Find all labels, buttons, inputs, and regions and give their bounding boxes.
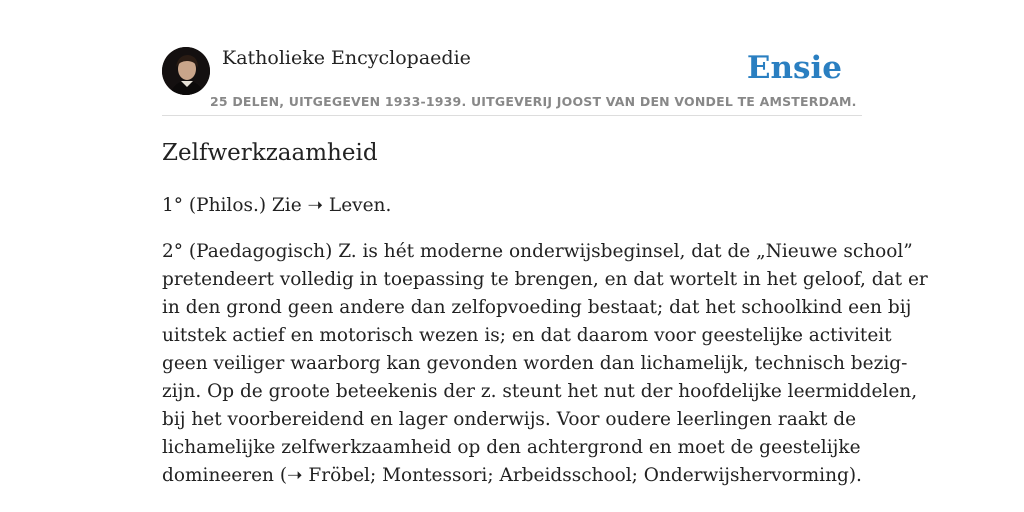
article-body <box>162 192 928 508</box>
header-divider <box>162 115 862 116</box>
paragraph-line: pretendeert volledig in toepassing te brengen, en dat wortelt in het geloof, dat er <box>162 269 928 290</box>
source-title[interactable]: Katholieke Encyclopaedie <box>222 47 471 69</box>
paragraph-line: geen veiliger waarborg kan gevonden worden dan lichamelijk, technisch bezig- <box>162 353 908 374</box>
paragraph-line: uitstek actief en motorisch wezen is; en dat daarom voor geestelijke activiteit <box>162 325 892 346</box>
brand-logo[interactable]: Ensie <box>746 50 842 86</box>
article-paragraph-2 <box>162 238 928 490</box>
source-meta: 25 DELEN, UITGEGEVEN 1933-1939. UITGEVERIJ JOOST VAN DEN VONDEL TE AMSTERDAM. <box>210 94 857 109</box>
paragraph-line: domineeren (➝ Fröbel; Montessori; Arbeidsschool; Onderwijshervorming). <box>162 465 862 486</box>
source-header <box>162 44 862 116</box>
paragraph-line: bij het voorbereidend en lager onderwijs. Voor oudere leerlingen raakt de <box>162 409 857 430</box>
article-title: Zelfwerkzaamheid <box>162 140 378 166</box>
paragraph-line: 2° (Paedagogisch) Z. is hét moderne onderwijsbeginsel, dat de „Nieuwe school” <box>162 241 913 262</box>
portrait-avatar-icon <box>162 47 210 95</box>
paragraph-line: in den grond geen andere dan zelfopvoeding bestaat; dat het schoolkind een bij <box>162 297 912 318</box>
paragraph-line: lichamelijke zelfwerkzaamheid op den achtergrond en moet de geestelijke <box>162 437 861 458</box>
paragraph-line: zijn. Op de groote beteekenis der z. steunt het nut der hoofdelijke leermiddelen, <box>162 381 918 402</box>
article-paragraph-1: 1° (Philos.) Zie ➝ Leven. <box>162 195 392 216</box>
